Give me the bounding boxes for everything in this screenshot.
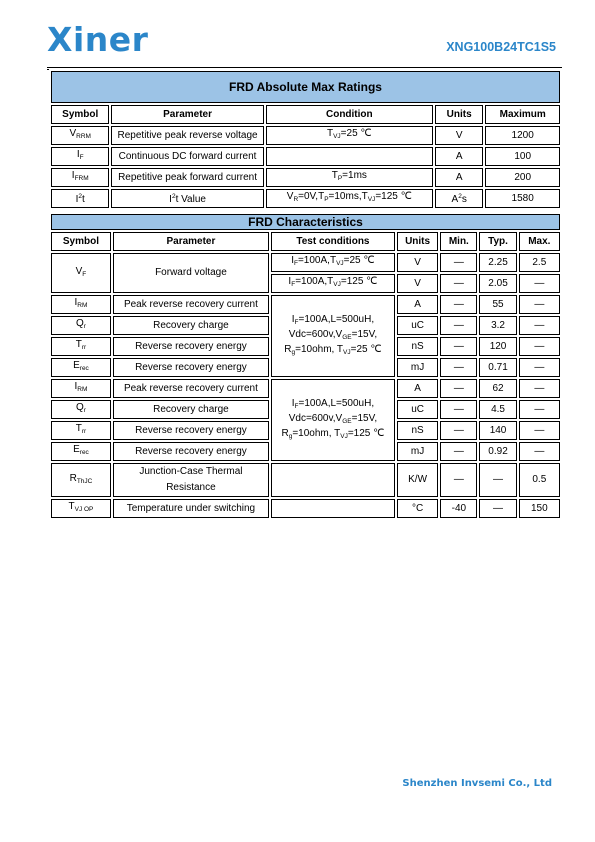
min-cell: — xyxy=(440,379,477,398)
parameter-cell: Reverse recovery energy xyxy=(113,442,269,461)
condition-cell: $I_F=100A,T_{VJ}=25$ ℃ xyxy=(271,253,395,272)
parameter-cell: Junction-Case Thermal Resistance xyxy=(113,463,269,497)
unit-cell: mJ xyxy=(397,442,438,461)
parameter-cell: Recovery charge xyxy=(113,400,269,419)
parameter-cell: Repetitive peak reverse voltage xyxy=(111,126,263,145)
max-cell: — xyxy=(519,316,560,335)
min-cell: — xyxy=(440,274,477,293)
parameter-cell: Reverse recovery energy xyxy=(113,337,269,356)
parameter-cell: Peak reverse recovery current xyxy=(113,295,269,314)
symbol-cell: $T_{VJ OP}$ xyxy=(51,499,111,518)
col-header: Parameter xyxy=(111,105,263,124)
typ-cell: 2.25 xyxy=(479,253,516,272)
table-row xyxy=(51,253,560,272)
max-cell: — xyxy=(519,337,560,356)
company-name-footer: Shenzhen Invsemi Co., Ltd xyxy=(402,778,552,789)
table-row xyxy=(51,295,560,314)
abs-max-title-row xyxy=(51,71,560,103)
col-header: Maximum xyxy=(485,105,560,124)
abs-max-header-row xyxy=(51,105,560,124)
min-cell: — xyxy=(440,358,477,377)
parameter-cell: Forward voltage xyxy=(113,253,269,293)
unit-cell: nS xyxy=(397,337,438,356)
min-cell: — xyxy=(440,400,477,419)
parameter-cell: $I^2t$ Value xyxy=(111,189,263,208)
unit-cell: uC xyxy=(397,400,438,419)
symbol-cell: $E_{rec}$ xyxy=(51,358,111,377)
max-cell: — xyxy=(519,358,560,377)
symbol-cell: $I^2t$ xyxy=(51,189,109,208)
table-row xyxy=(51,126,560,145)
max-cell: 150 xyxy=(519,499,560,518)
symbol-cell: $Q_r$ xyxy=(51,400,111,419)
char-title-row xyxy=(51,214,560,230)
unit-cell: V xyxy=(435,126,483,145)
unit-cell: nS xyxy=(397,421,438,440)
col-header: Symbol xyxy=(51,232,111,251)
symbol-cell: $T_{rr}$ xyxy=(51,421,111,440)
max-cell: — xyxy=(519,379,560,398)
max-cell: — xyxy=(519,442,560,461)
unit-cell: A xyxy=(435,147,483,166)
typ-cell: 4.5 xyxy=(479,400,516,419)
symbol-cell: $Q_r$ xyxy=(51,316,111,335)
unit-cell: $A^2s$ xyxy=(435,189,483,208)
unit-cell: °C xyxy=(397,499,438,518)
parameter-cell: Peak reverse recovery current xyxy=(113,379,269,398)
symbol-cell: $V_F$ xyxy=(51,253,111,293)
parameter-cell: Continuous DC forward current xyxy=(111,147,263,166)
condition-cell xyxy=(271,499,395,518)
unit-cell: V xyxy=(397,253,438,272)
unit-cell: K/W xyxy=(397,463,438,497)
min-cell: — xyxy=(440,295,477,314)
parameter-cell: Reverse recovery energy xyxy=(113,358,269,377)
symbol-cell: $T_{rr}$ xyxy=(51,337,111,356)
max-cell: — xyxy=(519,421,560,440)
abs-max-table xyxy=(49,69,562,210)
typ-cell: — xyxy=(479,499,516,518)
col-header: Parameter xyxy=(113,232,269,251)
condition-cell xyxy=(266,147,433,166)
max-cell: — xyxy=(519,400,560,419)
min-cell: — xyxy=(440,421,477,440)
company-logo: Xiner xyxy=(47,20,149,59)
unit-cell: A xyxy=(397,379,438,398)
max-cell: — xyxy=(519,295,560,314)
condition-cell: $I_F=100A,T_{VJ}=125$ ℃ xyxy=(271,274,395,293)
typ-cell: — xyxy=(479,463,516,497)
char-header-row xyxy=(51,232,560,251)
condition-cell: $T_{VJ}=25$ ℃ xyxy=(266,126,433,145)
abs-max-title: FRD Absolute Max Ratings xyxy=(51,71,560,103)
col-header: Typ. xyxy=(479,232,516,251)
max-cell: — xyxy=(519,274,560,293)
max-cell: 1200 xyxy=(485,126,560,145)
symbol-cell: $R_{ThJC}$ xyxy=(51,463,111,497)
typ-cell: 120 xyxy=(479,337,516,356)
table-row xyxy=(51,189,560,208)
condition-cell xyxy=(271,463,395,497)
max-cell: 0.5 xyxy=(519,463,560,497)
typ-cell: 0.71 xyxy=(479,358,516,377)
symbol-cell: $I_F$ xyxy=(51,147,109,166)
condition-cell: $V_R=0V,T_P=10ms,T_{VJ}=125$ ℃ xyxy=(266,189,433,208)
typ-cell: 140 xyxy=(479,421,516,440)
col-header: Condition xyxy=(266,105,433,124)
characteristics-table xyxy=(49,212,562,520)
symbol-cell: $I_{RM}$ xyxy=(51,379,111,398)
table-row xyxy=(51,168,560,187)
min-cell: — xyxy=(440,337,477,356)
max-cell: 100 xyxy=(485,147,560,166)
parameter-cell: Temperature under switching xyxy=(113,499,269,518)
typ-cell: 2.05 xyxy=(479,274,516,293)
condition-cell: $T_P=1ms$ xyxy=(266,168,433,187)
unit-cell: A xyxy=(397,295,438,314)
char-title: FRD Characteristics xyxy=(51,214,560,230)
max-cell: 2.5 xyxy=(519,253,560,272)
table-row xyxy=(51,379,560,398)
part-number: XNG100B24TC1S5 xyxy=(446,40,556,54)
col-header: Units xyxy=(397,232,438,251)
col-header: Min. xyxy=(440,232,477,251)
symbol-cell: $I_{RM}$ xyxy=(51,295,111,314)
unit-cell: uC xyxy=(397,316,438,335)
col-header: Test conditions xyxy=(271,232,395,251)
typ-cell: 3.2 xyxy=(479,316,516,335)
symbol-cell: $E_{rec}$ xyxy=(51,442,111,461)
typ-cell: 55 xyxy=(479,295,516,314)
table-row xyxy=(51,499,560,518)
table-row xyxy=(51,463,560,497)
min-cell: — xyxy=(440,316,477,335)
col-header: Symbol xyxy=(51,105,109,124)
typ-cell: 62 xyxy=(479,379,516,398)
min-cell: — xyxy=(440,463,477,497)
condition-cell: $I_F=100A,L=500uH$, $Vdc=600v,V_{GE}=15V$, $R_g=10ohm$, $T_{VJ}=25$ ℃ xyxy=(271,295,395,377)
min-cell: — xyxy=(440,253,477,272)
unit-cell: A xyxy=(435,168,483,187)
parameter-cell: Reverse recovery energy xyxy=(113,421,269,440)
col-header: Max. xyxy=(519,232,560,251)
table-row xyxy=(51,147,560,166)
col-header: Units xyxy=(435,105,483,124)
min-cell: — xyxy=(440,442,477,461)
symbol-cell: $I_{FRM}$ xyxy=(51,168,109,187)
max-cell: 200 xyxy=(485,168,560,187)
max-cell: 1580 xyxy=(485,189,560,208)
unit-cell: V xyxy=(397,274,438,293)
header-rule-top xyxy=(47,67,562,68)
typ-cell: 0.92 xyxy=(479,442,516,461)
parameter-cell: Repetitive peak forward current xyxy=(111,168,263,187)
condition-cell: $I_F=100A,L=500uH$, $Vdc=600v,V_{GE}=15V$, $R_g=10ohm$, $T_{VJ}=125$ ℃ xyxy=(271,379,395,461)
parameter-cell: Recovery charge xyxy=(113,316,269,335)
unit-cell: mJ xyxy=(397,358,438,377)
min-cell: -40 xyxy=(440,499,477,518)
symbol-cell: $V_{RRM}$ xyxy=(51,126,109,145)
